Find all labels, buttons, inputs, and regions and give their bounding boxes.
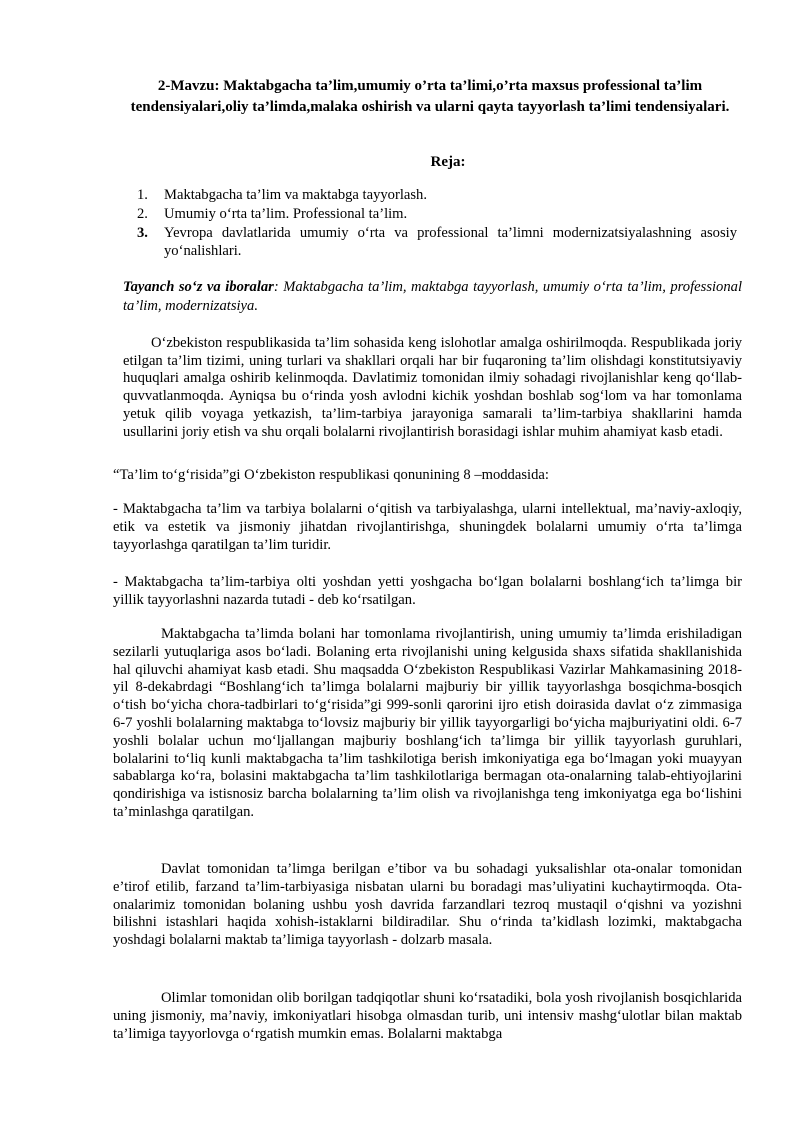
plan-item-text: Yevropa davlatlarida umumiy o‘rta va professional ta’limni modernizatsiyalashning asosiy yo‘nalishlari. bbox=[164, 225, 737, 259]
plan-item-number: 3. bbox=[137, 225, 148, 241]
keywords-block bbox=[123, 278, 742, 316]
law-reference-line: “Ta’lim to‘g‘risida”gi O‘zbekiston respublikasi qonunining 8 –moddasida: bbox=[113, 467, 549, 483]
keywords-lead: Tayanch so‘z va iboralar bbox=[123, 279, 274, 295]
plan-item bbox=[137, 224, 737, 260]
plan-list bbox=[137, 186, 737, 260]
plan-heading: Reja: bbox=[430, 154, 466, 170]
body-paragraph: Davlat tomonidan ta’limga berilgan e’tibor va bu sohadagi yuksalishlar ota-onalar tomonidan e’tirof etilib, farzand ta’lim-tarbiyasiga nisbatan ularni bu boradagi mas’uliyatini kuchaytirmoqda. Ota-onalarimiz tomonidan bolaning ushbu yosh davrida farzandlari tezroq mustaqil o‘qishni va yozishni bilishni istashlari haqida xohish-istaklarni bildiradilar. Shu o‘rinda ta’kidlash lozimki, maktabgacha yoshdagi bolalarni maktab ta’limiga tayyorlash - dolzarb masala. bbox=[113, 861, 742, 949]
document-title: 2-Mavzu: Maktabgacha ta’lim,umumiy o’rta ta’limi,o’rta maxsus professional ta’lim tendensiyalari,oliy ta’limda,malaka oshirish va ularni qayta tayyorlash ta’limi tendensiyalari. bbox=[130, 78, 730, 115]
body-paragraph: Maktabgacha ta’limda bolani har tomonlama rivojlantirish, uning umumiy ta’limda erishiladigan sezilarli yutuqlariga asos bo‘ladi. Bolaning erta rivojlanishi uning kelgusida shaxs sifatida shakllanishida hal qiluvchi ahamiyat kasb etadi. Shu maqsadda O‘zbekiston Respublikasi Vazirlar Mahkamasining 2018-yil 8-dekabrdagi “Boshlang‘ich ta’limga bolalarni majburiy bir yillik tayyorlashga bosqichma-bosqich o‘tish bo‘yicha chora-tadbirlari to‘g‘risida”gi 999-sonli qarorini ijro etish doirasida davlat o‘z zimmasiga 6-7 yoshli bolalarning maktabga to‘lovsiz majburiy bir yillik tayyorgarligi bo‘yicha majburiyatini oldi. 6-7 yoshli bolalar uchun mo‘ljallangan majburiy boshlang‘ich ta’limga bir yillik tayyorlash guruhlari, bolalarini to‘liq kunli maktabgacha ta’lim tashkilotiga berish imkoniyatiga ega bo‘lmagan yoki muayyan sabablarga ko‘ra, bolasini maktabgacha ta’lim tashkilotlariga bermagan ota-onalarning talab-ehtiyojlarini qondirishiga va istisnosiz barcha bolalarning ta’lim olish va rivojlanishga teng imkoniyatga ega bo‘lishini ta’minlashga qaratilgan. bbox=[113, 626, 742, 820]
keywords-text: : Maktabgacha ta’lim, maktabga tayyorlash, umumiy o‘rta ta’lim, professional ta’lim, modernizatsiya. bbox=[123, 279, 742, 314]
law-clause-1: - Maktabgacha ta’lim va tarbiya bolalarni o‘qitish va tarbiyalashga, ularni intellektual, ma’naviy-axloqiy, etik va estetik va jismoniy jihatdan rivojlantirishga, shuningdek bolalarni umumiy o‘rta ta’limga tayyorlashga qaratilgan ta’lim turidir. bbox=[113, 501, 742, 553]
law-clause-2: - Maktabgacha ta’lim-tarbiya olti yoshdan yetti yoshgacha bo‘lgan bolalarni boshlang‘ich ta’limga bir yillik tayyorlashni nazarda tutadi - deb ko‘rsatilgan. bbox=[113, 574, 742, 608]
plan-item bbox=[137, 205, 737, 223]
plan-item bbox=[137, 186, 737, 204]
intro-paragraph: O‘zbekiston respublikasida ta’lim sohasida keng islohotlar amalga oshirilmoqda. Respublikada joriy etilgan ta’lim tizimi, uning turlari va shakllari orqali har bir fuqaroning ta’lim olishdagi konstitutsiyaviy huquqlari amalga oshirib kelinmoqda. Davlatimiz tomonidan ilmiy sohadagi rivojlanishlar keng qo‘llab-quvvatlanmoqda. Ayniqsa bu o‘rinda yosh avlodni kichik yoshdan boshlab sog‘lom va har tomonlama yetuk qilib voyaga yetkazish, ta’lim-tarbiya jarayoniga samarali ta’lim-tarbiya shakllarini hamda usullarini joriy etish va shu orqali bolalarni rivojlantirish borasidagi ishlar muhim ahamiyat kasb etadi. bbox=[123, 335, 742, 440]
plan-item-number: 1. bbox=[137, 187, 148, 203]
body-paragraph: Olimlar tomonidan olib borilgan tadqiqotlar shuni ko‘rsatadiki, bola yosh rivojlanish bosqichlarida uning jismoniy, ma’naviy, imkoniyatlari hisobga olmasdan turib, uni intensiv mashg‘ulotlar bilan maktab ta’limiga tayyorlovga o‘rgatish mumkin emas. Bolalarni maktabga bbox=[113, 990, 742, 1042]
plan-item-text: Maktabgacha ta’lim va maktabga tayyorlash. bbox=[164, 187, 427, 203]
plan-item-text: Umumiy o‘rta ta’lim. Professional ta’lim. bbox=[164, 206, 408, 222]
plan-item-number: 2. bbox=[137, 206, 148, 222]
